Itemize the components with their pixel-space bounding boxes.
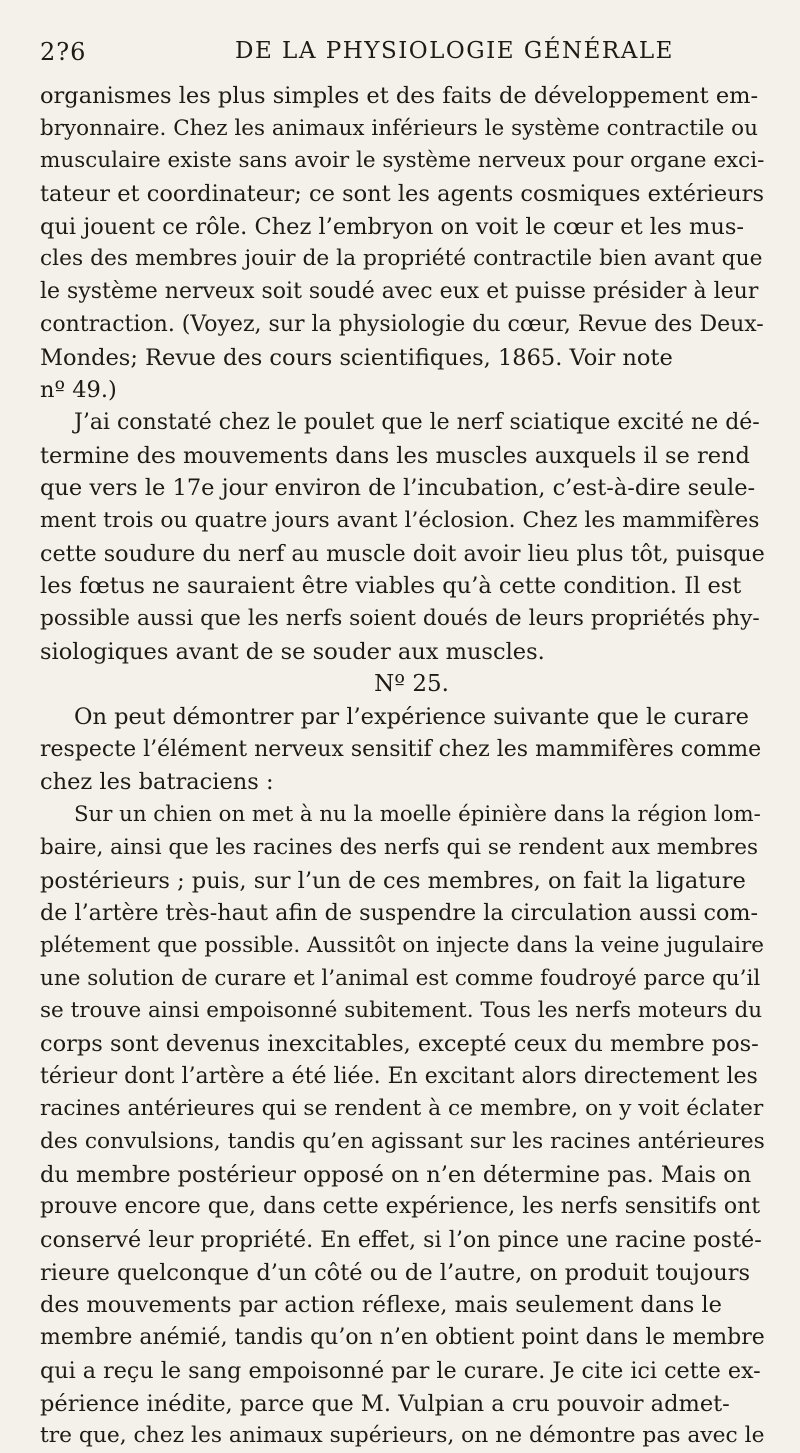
text-line: Mondes; Revue des cours scientifiques, 1865. Voir note [40,344,673,371]
text-line: cette soudure du nerf au muscle doit avoir lieu plus tôt, puisque [40,540,765,567]
text-line: térieur dont l’artère a été liée. En excitant alors directement les [40,1063,758,1089]
text-line: le système nerveux soit soudé avec eux et puisse présider à leur [40,279,759,305]
text-line: les fœtus ne sauraient être viables qu’à cette condition. Il est [40,573,742,600]
text-line: racines antérieures qui se rendent à ce membre, on y voit éclater [40,1096,764,1122]
text-line: que vers le 17e jour environ de l’incubation, c’est-à-dire seule- [40,475,756,502]
text-line: respecte l’élément nerveux sensitif chez les mammifères comme [40,736,762,762]
text-line: du membre postérieur opposé on n’en détermine pas. Mais on [40,1161,752,1188]
text-line: On peut démontrer par l’expérience suivante que le curare [74,704,749,731]
text-line: siologiques avant de se souder aux muscles. [40,638,545,665]
text-line: membre anémié, tandis qu’on n’en obtient point dans le membre [40,1325,765,1351]
page-header [40,38,765,72]
text-line: bryonnaire. Chez les animaux inférieurs le système contractile ou [40,115,758,141]
text-line: ment trois ou quatre jours avant l’éclosion. Chez les mammifères [40,507,760,533]
text-line: conservé leur propriété. En effet, si l’on pince une racine posté- [40,1227,762,1254]
running-title: DE LA PHYSIOLOGIE GÉNÉRALE [235,38,674,64]
text-line: se trouve ainsi empoisonné subitement. Tous les nerfs moteurs du [40,998,763,1024]
text-line: corps sont devenus inexcitables, excepté ceux du membre pos- [40,1030,759,1057]
text-line: rieure quelconque d’un côté ou de l’autre, on produit toujours [40,1259,751,1286]
text-line: des convulsions, tandis qu’en agissant sur les racines antérieures [40,1129,765,1154]
text-line: J’ai constaté chez le poulet que le nerf sciatique excité ne dé- [74,409,760,435]
text-line: prouve encore que, dans cette expérience, les nerfs sensitifs ont [40,1194,761,1220]
text-line: qui a reçu le sang empoisonné par le curare. Je cite ici cette ex- [40,1357,761,1384]
text-line: chez les batraciens : [40,769,274,796]
text-line: périence inédite, parce que M. Vulpian a cru pouvoir admet- [40,1390,730,1417]
body-text [40,80,765,1453]
text-line: musculaire existe sans avoir le système nerveux pour organe exci- [40,148,765,174]
text-line: tateur et coordinateur; ce sont les agents cosmiques extérieurs [40,181,764,208]
text-line: des mouvements par action réflexe, mais seulement dans le [40,1292,722,1319]
page-number: 2?6 [40,38,87,66]
text-line: qui jouent ce rôle. Chez l’embryon on voit le cœur et les mus- [40,213,744,240]
text-line: postérieurs ; puis, sur l’un de ces membres, on fait la ligature [40,867,746,894]
text-line: baire, ainsi que les racines des nerfs qui se rendent aux membres [40,834,759,860]
text-line: Sur un chien on met à nu la moelle épinière dans la région lom- [74,802,761,828]
text-line: une solution de curare et l’animal est comme foudroyé parce qu’il [40,965,761,991]
text-line: organismes les plus simples et des faits de développement em- [40,83,759,109]
text-line: tre que, chez les animaux supérieurs, on ne démontre pas avec le [40,1423,765,1449]
text-line: plétement que possible. Aussitôt on injecte dans la veine jugulaire [40,932,765,958]
text-line: contraction. (Voyez, sur la physiologie du cœur, Revue des Deux- [40,311,764,337]
text-line: termine des mouvements dans les muscles auxquels il se rend [40,442,750,469]
text-line: de l’artère très-haut afin de suspendre la circulation aussi com- [40,900,758,927]
section-heading: Nº 25. [374,671,449,698]
text-line: cles des membres jouir de la propriété contractile bien avant que [40,246,763,272]
text-line: possible aussi que les nerfs soient doués de leurs propriétés phy- [40,606,760,631]
text-line: nº 49.) [40,377,117,404]
